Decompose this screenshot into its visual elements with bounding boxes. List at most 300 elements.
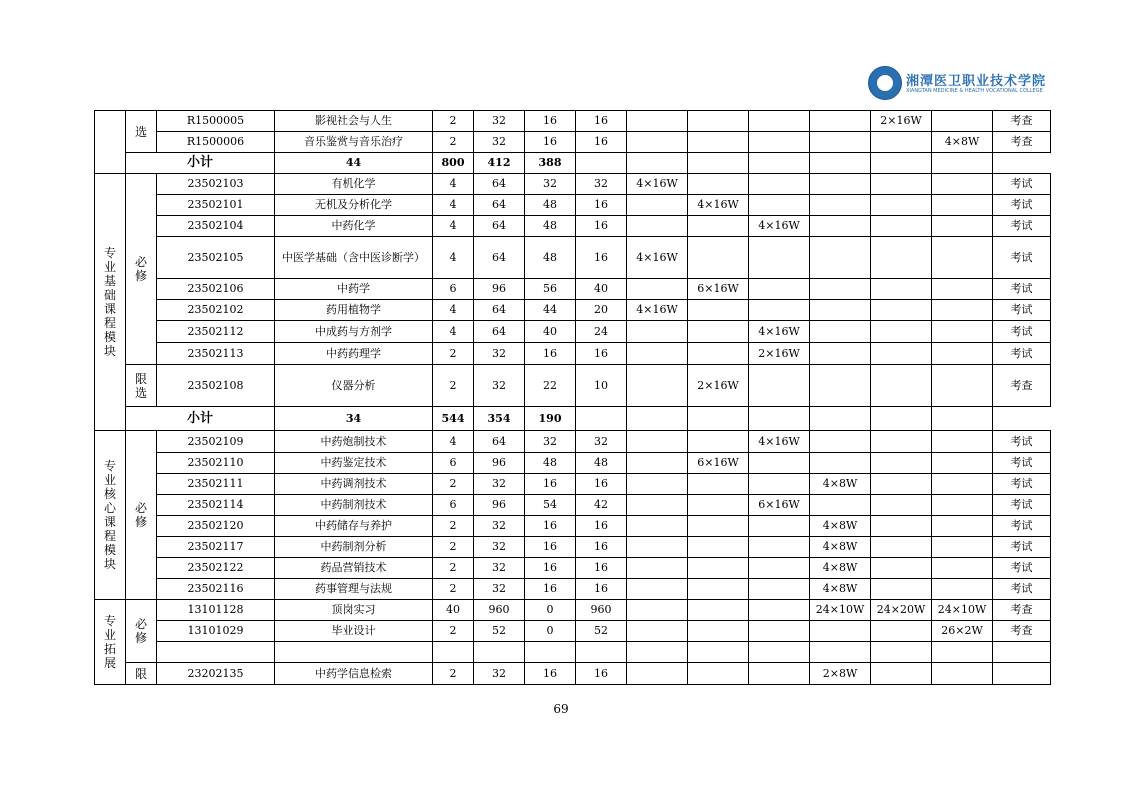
table-row — [95, 495, 1051, 516]
semester-3 — [749, 279, 810, 300]
total-hours: 64 — [474, 321, 525, 343]
total-hours: 32 — [474, 474, 525, 495]
subtotal-theory-hours: 354 — [474, 407, 525, 431]
theory-hours: 54 — [525, 495, 576, 516]
semester-6: 24×10W — [932, 600, 993, 621]
assessment: 考查 — [993, 365, 1051, 407]
semester-6 — [932, 321, 993, 343]
assessment: 考试 — [993, 579, 1051, 600]
credits: 4 — [433, 216, 474, 237]
credits: 4 — [433, 237, 474, 279]
semester-2: 6×16W — [688, 279, 749, 300]
course-type-required-char: 修 — [134, 631, 147, 645]
semester-3 — [749, 132, 810, 153]
semester-2 — [688, 237, 749, 279]
course-type-limited — [126, 663, 157, 685]
semester-2 — [688, 174, 749, 195]
course-code: 23502113 — [157, 343, 275, 365]
module-core-char: 专 — [103, 459, 116, 473]
assessment: 考试 — [993, 300, 1051, 321]
semester-3 — [749, 195, 810, 216]
credits: 4 — [433, 300, 474, 321]
course-code: 23502112 — [157, 321, 275, 343]
semester-1: 4×16W — [627, 237, 688, 279]
semester-1 — [627, 537, 688, 558]
semester-4: 4×8W — [810, 537, 871, 558]
credits: 2 — [433, 516, 474, 537]
semester-3 — [749, 365, 810, 407]
semester-1 — [627, 365, 688, 407]
semester-4 — [810, 216, 871, 237]
course-name: 无机及分析化学 — [275, 195, 433, 216]
semester-2: 2×16W — [688, 365, 749, 407]
semester-5: 2×16W — [871, 111, 932, 132]
credits: 2 — [433, 474, 474, 495]
semester-4 — [810, 321, 871, 343]
practice-hours: 16 — [576, 474, 627, 495]
semester-5 — [871, 365, 932, 407]
table-row — [95, 600, 1051, 621]
theory-hours: 16 — [525, 132, 576, 153]
module-core-char: 核 — [103, 487, 116, 501]
semester-2 — [688, 474, 749, 495]
semester-6 — [932, 343, 993, 365]
semester-4: 4×8W — [810, 516, 871, 537]
credits: 2 — [433, 558, 474, 579]
module-basic-char: 模 — [103, 330, 116, 344]
credits: 2 — [433, 663, 474, 685]
theory-hours: 48 — [525, 453, 576, 474]
course-name: 毕业设计 — [275, 621, 433, 642]
course-code: 23502110 — [157, 453, 275, 474]
semester-1 — [627, 321, 688, 343]
empty-cell — [688, 153, 749, 174]
semester-2: 6×16W — [688, 453, 749, 474]
practice-hours: 48 — [576, 453, 627, 474]
semester-1 — [627, 516, 688, 537]
semester-4: 24×10W — [810, 600, 871, 621]
semester-4 — [810, 132, 871, 153]
semester-3 — [749, 621, 810, 642]
total-hours: 64 — [474, 174, 525, 195]
semester-2: 4×16W — [688, 195, 749, 216]
assessment: 考试 — [993, 431, 1051, 453]
total-hours: 32 — [474, 365, 525, 407]
practice-hours: 16 — [576, 216, 627, 237]
total-hours: 32 — [474, 343, 525, 365]
semester-1 — [627, 453, 688, 474]
semester-5 — [871, 237, 932, 279]
semester-2 — [688, 558, 749, 579]
empty-cell — [576, 407, 627, 431]
course-code: 23502109 — [157, 431, 275, 453]
course-name: 药事管理与法规 — [275, 579, 433, 600]
course-type-required — [126, 600, 157, 663]
semester-1 — [627, 579, 688, 600]
table-row — [95, 153, 1051, 174]
table-row — [95, 621, 1051, 642]
semester-3: 4×16W — [749, 431, 810, 453]
course-code: 23502114 — [157, 495, 275, 516]
theory-hours: 48 — [525, 216, 576, 237]
semester-3 — [749, 453, 810, 474]
semester-6 — [932, 237, 993, 279]
module-basic-char: 课 — [103, 302, 116, 316]
module-basic-char: 专 — [103, 246, 116, 260]
assessment: 考试 — [993, 516, 1051, 537]
empty-cell — [627, 407, 688, 431]
semester-3 — [749, 516, 810, 537]
empty-cell — [810, 642, 871, 663]
semester-4 — [810, 300, 871, 321]
module-basic-char: 业 — [103, 260, 116, 274]
semester-2 — [688, 321, 749, 343]
semester-2 — [688, 343, 749, 365]
total-hours: 96 — [474, 495, 525, 516]
semester-4 — [810, 431, 871, 453]
theory-hours: 32 — [525, 174, 576, 195]
semester-3 — [749, 537, 810, 558]
semester-5 — [871, 279, 932, 300]
subtotal-credits: 44 — [275, 153, 433, 174]
empty-cell — [871, 407, 932, 431]
assessment: 考查 — [993, 111, 1051, 132]
course-type-required-char: 修 — [134, 269, 147, 283]
semester-1 — [627, 431, 688, 453]
assessment: 考试 — [993, 237, 1051, 279]
semester-5 — [871, 300, 932, 321]
semester-1 — [627, 600, 688, 621]
course-code: 23502120 — [157, 516, 275, 537]
module-ext-char: 拓 — [103, 642, 116, 656]
semester-2 — [688, 431, 749, 453]
semester-3 — [749, 111, 810, 132]
theory-hours: 16 — [525, 537, 576, 558]
practice-hours: 40 — [576, 279, 627, 300]
semester-4 — [810, 111, 871, 132]
semester-6: 4×8W — [932, 132, 993, 153]
semester-4: 4×8W — [810, 558, 871, 579]
assessment: 考试 — [993, 321, 1051, 343]
subtotal-label: 小计 — [126, 153, 275, 174]
theory-hours: 22 — [525, 365, 576, 407]
assessment: 考试 — [993, 216, 1051, 237]
semester-1: 4×16W — [627, 174, 688, 195]
course-code: 23502101 — [157, 195, 275, 216]
course-code: 23502111 — [157, 474, 275, 495]
module-core-char: 程 — [103, 529, 116, 543]
semester-6 — [932, 558, 993, 579]
practice-hours: 16 — [576, 537, 627, 558]
course-type-required — [126, 431, 157, 600]
course-code: 23502103 — [157, 174, 275, 195]
semester-4 — [810, 453, 871, 474]
subtotal-practice-hours: 388 — [525, 153, 576, 174]
semester-5 — [871, 174, 932, 195]
assessment: 考试 — [993, 453, 1051, 474]
semester-5 — [871, 132, 932, 153]
semester-1 — [627, 216, 688, 237]
total-hours: 32 — [474, 132, 525, 153]
empty-cell — [157, 642, 275, 663]
semester-6 — [932, 365, 993, 407]
course-name: 中药储存与养护 — [275, 516, 433, 537]
semester-5 — [871, 495, 932, 516]
empty-cell — [688, 407, 749, 431]
semester-1 — [627, 132, 688, 153]
semester-4 — [810, 343, 871, 365]
empty-cell — [871, 642, 932, 663]
practice-hours: 24 — [576, 321, 627, 343]
assessment: 考试 — [993, 537, 1051, 558]
assessment — [993, 663, 1051, 685]
empty-cell — [749, 642, 810, 663]
practice-hours: 42 — [576, 495, 627, 516]
subtotal-practice-hours: 190 — [525, 407, 576, 431]
semester-2 — [688, 495, 749, 516]
course-code: 23502122 — [157, 558, 275, 579]
semester-1 — [627, 558, 688, 579]
semester-5: 24×20W — [871, 600, 932, 621]
semester-1 — [627, 495, 688, 516]
subtotal-total-hours: 544 — [433, 407, 474, 431]
course-type-required-char: 必 — [134, 255, 147, 269]
module-ext-char: 专 — [103, 614, 116, 628]
table-row — [95, 174, 1051, 195]
semester-6: 26×2W — [932, 621, 993, 642]
semester-5 — [871, 453, 932, 474]
module-ext-char: 业 — [103, 628, 116, 642]
course-code: R1500006 — [157, 132, 275, 153]
total-hours: 64 — [474, 300, 525, 321]
credits: 2 — [433, 621, 474, 642]
total-hours: 64 — [474, 431, 525, 453]
semester-4 — [810, 279, 871, 300]
practice-hours: 16 — [576, 111, 627, 132]
module-core-char: 模 — [103, 543, 116, 557]
semester-3: 6×16W — [749, 495, 810, 516]
course-type-required — [126, 174, 157, 365]
credits: 4 — [433, 195, 474, 216]
semester-1 — [627, 195, 688, 216]
semester-5 — [871, 474, 932, 495]
table-row — [95, 365, 1051, 407]
table-row — [95, 516, 1051, 537]
semester-2 — [688, 537, 749, 558]
subtotal-credits: 34 — [275, 407, 433, 431]
theory-hours: 44 — [525, 300, 576, 321]
empty-cell — [576, 153, 627, 174]
course-name: 音乐鉴赏与音乐治疗 — [275, 132, 433, 153]
practice-hours: 20 — [576, 300, 627, 321]
credits: 6 — [433, 495, 474, 516]
module-core-char: 心 — [103, 501, 116, 515]
theory-hours: 16 — [525, 474, 576, 495]
semester-5 — [871, 558, 932, 579]
semester-2 — [688, 621, 749, 642]
course-type-required-char: 修 — [134, 515, 147, 529]
total-hours: 32 — [474, 579, 525, 600]
semester-6 — [932, 216, 993, 237]
semester-2 — [688, 663, 749, 685]
table-row — [95, 537, 1051, 558]
total-hours: 960 — [474, 600, 525, 621]
assessment: 考试 — [993, 195, 1051, 216]
theory-hours: 0 — [525, 621, 576, 642]
semester-3 — [749, 300, 810, 321]
assessment: 考查 — [993, 600, 1051, 621]
theory-hours: 40 — [525, 321, 576, 343]
table-row — [95, 111, 1051, 132]
semester-1 — [627, 474, 688, 495]
semester-6 — [932, 516, 993, 537]
credits: 4 — [433, 431, 474, 453]
credits: 4 — [433, 174, 474, 195]
semester-6 — [932, 431, 993, 453]
semester-3 — [749, 579, 810, 600]
course-name: 中药学 — [275, 279, 433, 300]
semester-3 — [749, 558, 810, 579]
subtotal-label: 小计 — [126, 407, 275, 431]
empty-cell — [576, 642, 627, 663]
course-code: 23502105 — [157, 237, 275, 279]
practice-hours: 16 — [576, 516, 627, 537]
semester-1: 4×16W — [627, 300, 688, 321]
semester-3 — [749, 600, 810, 621]
course-name: 中药制剂技术 — [275, 495, 433, 516]
semester-2 — [688, 132, 749, 153]
college-emblem-icon — [868, 66, 902, 100]
course-type-elective-char: 选 — [134, 124, 147, 139]
module-cell — [95, 111, 126, 174]
semester-5 — [871, 579, 932, 600]
assessment: 考试 — [993, 343, 1051, 365]
semester-4: 4×8W — [810, 579, 871, 600]
module-core-char: 课 — [103, 515, 116, 529]
empty-cell — [749, 153, 810, 174]
course-type-limited-char: 选 — [134, 385, 147, 400]
practice-hours: 16 — [576, 579, 627, 600]
course-name: 中药药理学 — [275, 343, 433, 365]
course-code: 23502117 — [157, 537, 275, 558]
semester-4 — [810, 621, 871, 642]
module-core-char: 块 — [103, 557, 116, 571]
theory-hours: 16 — [525, 558, 576, 579]
subtotal-theory-hours: 412 — [474, 153, 525, 174]
table-row — [95, 300, 1051, 321]
assessment: 考试 — [993, 174, 1051, 195]
semester-2 — [688, 516, 749, 537]
empty-cell — [993, 642, 1051, 663]
table-row — [95, 279, 1051, 300]
credits: 40 — [433, 600, 474, 621]
practice-hours: 32 — [576, 174, 627, 195]
semester-4 — [810, 237, 871, 279]
semester-1 — [627, 663, 688, 685]
table-row — [95, 642, 1051, 663]
semester-6 — [932, 495, 993, 516]
semester-5 — [871, 621, 932, 642]
total-hours: 32 — [474, 516, 525, 537]
course-name: 中药炮制技术 — [275, 431, 433, 453]
semester-6 — [932, 537, 993, 558]
credits: 2 — [433, 343, 474, 365]
course-name: 中药化学 — [275, 216, 433, 237]
semester-2 — [688, 111, 749, 132]
semester-5 — [871, 195, 932, 216]
semester-5 — [871, 321, 932, 343]
semester-3 — [749, 474, 810, 495]
credits: 6 — [433, 279, 474, 300]
empty-cell — [627, 642, 688, 663]
theory-hours: 56 — [525, 279, 576, 300]
course-name: 中药鉴定技术 — [275, 453, 433, 474]
semester-6 — [932, 111, 993, 132]
total-hours: 64 — [474, 237, 525, 279]
total-hours: 64 — [474, 195, 525, 216]
course-name: 顶岗实习 — [275, 600, 433, 621]
total-hours: 32 — [474, 558, 525, 579]
total-hours: 96 — [474, 279, 525, 300]
semester-6 — [932, 474, 993, 495]
course-name: 药用植物学 — [275, 300, 433, 321]
course-name: 中药调剂技术 — [275, 474, 433, 495]
practice-hours: 16 — [576, 195, 627, 216]
semester-5 — [871, 216, 932, 237]
semester-5 — [871, 343, 932, 365]
theory-hours: 0 — [525, 600, 576, 621]
semester-1 — [627, 111, 688, 132]
credits: 6 — [433, 453, 474, 474]
semester-5 — [871, 516, 932, 537]
module-ext — [95, 600, 126, 685]
practice-hours: 960 — [576, 600, 627, 621]
semester-6 — [932, 453, 993, 474]
semester-2 — [688, 600, 749, 621]
practice-hours: 10 — [576, 365, 627, 407]
practice-hours: 16 — [576, 558, 627, 579]
semester-2 — [688, 579, 749, 600]
assessment: 考试 — [993, 558, 1051, 579]
semester-3 — [749, 663, 810, 685]
semester-4 — [810, 495, 871, 516]
semester-3 — [749, 174, 810, 195]
semester-4 — [810, 365, 871, 407]
semester-2 — [688, 300, 749, 321]
total-hours: 64 — [474, 216, 525, 237]
course-type-elective — [126, 111, 157, 153]
empty-cell — [525, 642, 576, 663]
semester-6 — [932, 279, 993, 300]
credits: 2 — [433, 132, 474, 153]
course-code: R1500005 — [157, 111, 275, 132]
theory-hours: 48 — [525, 195, 576, 216]
table-row — [95, 195, 1051, 216]
course-code: 23502116 — [157, 579, 275, 600]
table-row — [95, 474, 1051, 495]
table-row — [95, 663, 1051, 685]
semester-4 — [810, 174, 871, 195]
practice-hours: 16 — [576, 663, 627, 685]
empty-cell — [932, 407, 993, 431]
table-row — [95, 407, 1051, 431]
total-hours: 32 — [474, 537, 525, 558]
empty-cell — [474, 642, 525, 663]
empty-cell — [749, 407, 810, 431]
semester-6 — [932, 663, 993, 685]
course-name: 有机化学 — [275, 174, 433, 195]
total-hours: 32 — [474, 663, 525, 685]
